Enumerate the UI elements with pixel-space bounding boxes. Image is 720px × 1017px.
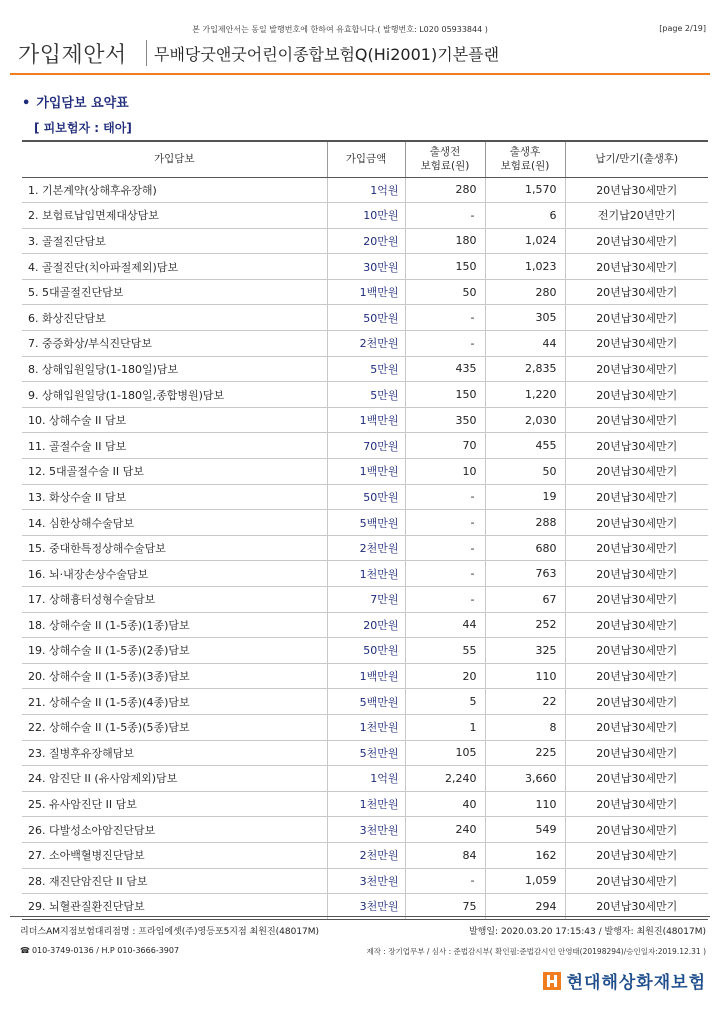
amount-cell: 1억원 (327, 177, 405, 203)
postnatal-premium-cell: 680 (485, 535, 565, 561)
amount-cell: 5만원 (327, 356, 405, 382)
section-title-text: 가입담보 요약표 (36, 96, 129, 111)
postnatal-premium-cell: 305 (485, 305, 565, 331)
prenatal-premium-cell: 5 (405, 689, 485, 715)
term-cell: 20년납30세만기 (565, 228, 708, 254)
prenatal-premium-cell: 150 (405, 254, 485, 280)
term-cell: 20년납30세만기 (565, 510, 708, 536)
prenatal-premium-cell: 1 (405, 714, 485, 740)
prenatal-premium-cell: - (405, 203, 485, 229)
table-row (22, 382, 708, 408)
coverage-name-cell: 6. 화상진단담보 (22, 305, 327, 331)
coverage-name-cell: 14. 심한상해수술담보 (22, 510, 327, 536)
page-number: [page 2/19] (659, 24, 706, 33)
table-row (22, 228, 708, 254)
amount-cell: 2천만원 (327, 842, 405, 868)
term-cell: 20년납30세만기 (565, 279, 708, 305)
table-row (22, 766, 708, 792)
prenatal-premium-cell: 20 (405, 663, 485, 689)
amount-cell: 50만원 (327, 638, 405, 664)
footer-divider (10, 916, 710, 917)
coverage-name-cell: 23. 질병후유장해담보 (22, 740, 327, 766)
header-prenatal-premium (405, 141, 485, 177)
term-cell: 20년납30세만기 (565, 766, 708, 792)
table-body (22, 177, 708, 919)
coverage-name-cell: 7. 중증화상/부식진단담보 (22, 331, 327, 357)
postnatal-premium-cell: 1,059 (485, 868, 565, 894)
postnatal-premium-cell: 455 (485, 433, 565, 459)
term-cell: 20년납30세만기 (565, 689, 708, 715)
coverage-name-cell: 9. 상해입원일당(1-180일,종합병원)담보 (22, 382, 327, 408)
coverage-name-cell: 29. 뇌혈관질환진단담보 (22, 894, 327, 920)
postnatal-premium-cell: 1,220 (485, 382, 565, 408)
postnatal-premium-cell: 110 (485, 791, 565, 817)
issue-info: 발행일: 2020.03.20 17:15:43 / 발행자: 최원진(48017M) (468, 927, 706, 937)
coverage-name-cell: 11. 골절수술 II 담보 (22, 433, 327, 459)
prenatal-premium-cell: 55 (405, 638, 485, 664)
table-header-row (22, 141, 708, 177)
term-cell: 20년납30세만기 (565, 407, 708, 433)
plan-name: 무배당굿앤굿어린이종합보험Q(Hi2001)기본플랜 (154, 45, 500, 64)
amount-cell: 2천만원 (327, 331, 405, 357)
postnatal-premium-cell: 1,570 (485, 177, 565, 203)
term-cell: 전기납20년만기 (565, 203, 708, 229)
amount-cell: 2천만원 (327, 535, 405, 561)
amount-cell: 30만원 (327, 254, 405, 280)
telephone-icon: ☎ (20, 946, 30, 955)
prenatal-premium-cell: 50 (405, 279, 485, 305)
term-cell: 20년납30세만기 (565, 868, 708, 894)
prenatal-premium-cell: - (405, 484, 485, 510)
term-cell: 20년납30세만기 (565, 561, 708, 587)
term-cell: 20년납30세만기 (565, 740, 708, 766)
bullet-icon: • (22, 96, 31, 111)
term-cell: 20년납30세만기 (565, 177, 708, 203)
term-cell: 20년납30세만기 (565, 433, 708, 459)
postnatal-premium-cell: 1,023 (485, 254, 565, 280)
prenatal-premium-cell: 350 (405, 407, 485, 433)
prenatal-premium-cell: 84 (405, 842, 485, 868)
postnatal-premium-cell: 67 (485, 587, 565, 613)
prenatal-premium-cell: 150 (405, 382, 485, 408)
coverage-name-cell: 4. 골절진단(치아파절제외)담보 (22, 254, 327, 280)
amount-cell: 7만원 (327, 587, 405, 613)
amount-cell: 20만원 (327, 612, 405, 638)
prenatal-premium-cell: 105 (405, 740, 485, 766)
coverage-name-cell: 16. 뇌·내장손상수술담보 (22, 561, 327, 587)
term-cell: 20년납30세만기 (565, 791, 708, 817)
coverage-name-cell: 18. 상해수술 II (1-5종)(1종)담보 (22, 612, 327, 638)
postnatal-premium-cell: 6 (485, 203, 565, 229)
table-row (22, 868, 708, 894)
coverage-summary-table (22, 140, 708, 920)
amount-cell: 5만원 (327, 382, 405, 408)
term-cell: 20년납30세만기 (565, 535, 708, 561)
validity-notice: 본 가입제안서는 동일 발행번호에 한하여 유효합니다.( 발행번호: L020 05933844 ) (192, 25, 488, 34)
coverage-name-cell: 26. 다발성소아암진단담보 (22, 817, 327, 843)
amount-cell: 1백만원 (327, 459, 405, 485)
coverage-name-cell: 10. 상해수술 II 담보 (22, 407, 327, 433)
postnatal-premium-cell: 549 (485, 817, 565, 843)
company-name: 현대해상화재보험 (566, 973, 706, 993)
prenatal-premium-cell: - (405, 561, 485, 587)
coverage-name-cell: 25. 유사암진단 II 담보 (22, 791, 327, 817)
amount-cell: 5백만원 (327, 510, 405, 536)
postnatal-premium-cell: 19 (485, 484, 565, 510)
term-cell: 20년납30세만기 (565, 356, 708, 382)
table-row (22, 561, 708, 587)
prenatal-premium-cell: 280 (405, 177, 485, 203)
term-cell: 20년납30세만기 (565, 894, 708, 920)
title-separator (146, 40, 147, 66)
table-row (22, 510, 708, 536)
postnatal-premium-cell: 8 (485, 714, 565, 740)
table-row (22, 433, 708, 459)
prenatal-premium-cell: - (405, 305, 485, 331)
amount-cell: 1백만원 (327, 663, 405, 689)
postnatal-premium-cell: 2,835 (485, 356, 565, 382)
table-row (22, 484, 708, 510)
header-divider (10, 73, 710, 75)
prenatal-premium-cell: 40 (405, 791, 485, 817)
table-row (22, 663, 708, 689)
amount-cell: 5천만원 (327, 740, 405, 766)
table-row (22, 817, 708, 843)
table-row (22, 842, 708, 868)
prenatal-premium-cell: 10 (405, 459, 485, 485)
coverage-name-cell: 20. 상해수술 II (1-5종)(3종)담보 (22, 663, 327, 689)
prenatal-premium-cell: - (405, 331, 485, 357)
postnatal-premium-cell: 44 (485, 331, 565, 357)
header-coverage: 가입담보 (22, 141, 327, 177)
coverage-name-cell: 17. 상해흉터성형수술담보 (22, 587, 327, 613)
table-row (22, 356, 708, 382)
postnatal-premium-cell: 1,024 (485, 228, 565, 254)
coverage-name-cell: 27. 소아백혈병진단담보 (22, 842, 327, 868)
coverage-name-cell: 12. 5대골절수술 II 담보 (22, 459, 327, 485)
postnatal-premium-cell: 280 (485, 279, 565, 305)
table-row (22, 587, 708, 613)
document-title: 가입제안서 (18, 43, 127, 68)
amount-cell: 70만원 (327, 433, 405, 459)
table-row (22, 459, 708, 485)
term-cell: 20년납30세만기 (565, 254, 708, 280)
amount-cell: 50만원 (327, 305, 405, 331)
postnatal-premium-cell: 225 (485, 740, 565, 766)
amount-cell: 3천만원 (327, 894, 405, 920)
coverage-name-cell: 24. 암진단 II (유사암제외)담보 (22, 766, 327, 792)
prenatal-premium-cell: - (405, 587, 485, 613)
postnatal-premium-cell: 50 (485, 459, 565, 485)
term-cell: 20년납30세만기 (565, 714, 708, 740)
prenatal-premium-cell: - (405, 535, 485, 561)
postnatal-premium-cell: 288 (485, 510, 565, 536)
coverage-name-cell: 19. 상해수술 II (1-5종)(2종)담보 (22, 638, 327, 664)
amount-cell: 1억원 (327, 766, 405, 792)
term-cell: 20년납30세만기 (565, 587, 708, 613)
table-row (22, 177, 708, 203)
section-title (22, 92, 129, 111)
table-row (22, 407, 708, 433)
phone-numbers: 010-3749-0136 / H.P 010-3666-3907 (31, 946, 180, 955)
header-postnatal-line2: 보험료(원) (500, 160, 550, 173)
postnatal-premium-cell: 110 (485, 663, 565, 689)
postnatal-premium-cell: 294 (485, 894, 565, 920)
term-cell: 20년납30세만기 (565, 484, 708, 510)
review-info: 제작 : 장기업무부 / 심사 : 준법감시부( 확인필:준법감시인 안영태(20198294)/승인일자:2019.12.31 ) (366, 947, 706, 956)
table-row (22, 331, 708, 357)
term-cell: 20년납30세만기 (565, 382, 708, 408)
coverage-name-cell: 2. 보험료납입면제대상담보 (22, 203, 327, 229)
table-row (22, 535, 708, 561)
header-amount: 가입금액 (327, 141, 405, 177)
table-row (22, 791, 708, 817)
prenatal-premium-cell: 435 (405, 356, 485, 382)
coverage-name-cell: 21. 상해수술 II (1-5종)(4종)담보 (22, 689, 327, 715)
h-logo-icon (543, 972, 561, 990)
header-postnatal-premium (485, 141, 565, 177)
postnatal-premium-cell: 763 (485, 561, 565, 587)
prenatal-premium-cell: - (405, 868, 485, 894)
amount-cell: 3천만원 (327, 817, 405, 843)
coverage-name-cell: 8. 상해입원일당(1-180일)담보 (22, 356, 327, 382)
phone-info (20, 946, 179, 955)
coverage-name-cell: 13. 화상수술 II 담보 (22, 484, 327, 510)
postnatal-premium-cell: 162 (485, 842, 565, 868)
prenatal-premium-cell: 44 (405, 612, 485, 638)
prenatal-premium-cell: 75 (405, 894, 485, 920)
table-row (22, 689, 708, 715)
header-prenatal-line1: 출생전 (429, 146, 461, 159)
header-postnatal-line1: 출생후 (509, 146, 541, 159)
amount-cell: 50만원 (327, 484, 405, 510)
term-cell: 20년납30세만기 (565, 459, 708, 485)
agency-info: 리더스AM지점보험대리점명 : 프라임에셋(주)영등포5지점 최원진(48017M) (20, 927, 320, 937)
table-row (22, 254, 708, 280)
prenatal-premium-cell: 180 (405, 228, 485, 254)
amount-cell: 1백만원 (327, 279, 405, 305)
prenatal-premium-cell: 2,240 (405, 766, 485, 792)
amount-cell: 5백만원 (327, 689, 405, 715)
amount-cell: 10만원 (327, 203, 405, 229)
postnatal-premium-cell: 252 (485, 612, 565, 638)
amount-cell: 1백만원 (327, 407, 405, 433)
coverage-name-cell: 15. 중대한특정상해수술담보 (22, 535, 327, 561)
amount-cell: 1천만원 (327, 714, 405, 740)
term-cell: 20년납30세만기 (565, 612, 708, 638)
coverage-name-cell: 5. 5대골절진단담보 (22, 279, 327, 305)
coverage-name-cell: 22. 상해수술 II (1-5종)(5종)담보 (22, 714, 327, 740)
prenatal-premium-cell: 240 (405, 817, 485, 843)
term-cell: 20년납30세만기 (565, 331, 708, 357)
header-term: 납기/만기(출생후) (565, 141, 708, 177)
postnatal-premium-cell: 3,660 (485, 766, 565, 792)
amount-cell: 1천만원 (327, 561, 405, 587)
header-prenatal-line2: 보험료(원) (420, 160, 470, 173)
table-row (22, 638, 708, 664)
table-row (22, 740, 708, 766)
insured-person-label: [ 피보험자 : 태아] (34, 121, 132, 135)
table-row (22, 714, 708, 740)
coverage-name-cell: 3. 골절진단담보 (22, 228, 327, 254)
amount-cell: 3천만원 (327, 868, 405, 894)
term-cell: 20년납30세만기 (565, 663, 708, 689)
amount-cell: 20만원 (327, 228, 405, 254)
postnatal-premium-cell: 22 (485, 689, 565, 715)
table-row (22, 203, 708, 229)
table-row (22, 305, 708, 331)
term-cell: 20년납30세만기 (565, 638, 708, 664)
term-cell: 20년납30세만기 (565, 842, 708, 868)
prenatal-premium-cell: 70 (405, 433, 485, 459)
amount-cell: 1천만원 (327, 791, 405, 817)
prenatal-premium-cell: - (405, 510, 485, 536)
term-cell: 20년납30세만기 (565, 817, 708, 843)
term-cell: 20년납30세만기 (565, 305, 708, 331)
coverage-name-cell: 28. 재진단암진단 II 담보 (22, 868, 327, 894)
coverage-name-cell: 1. 기본계약(상해후유장해) (22, 177, 327, 203)
postnatal-premium-cell: 325 (485, 638, 565, 664)
company-logo (543, 968, 706, 993)
postnatal-premium-cell: 2,030 (485, 407, 565, 433)
table-row (22, 612, 708, 638)
table-row (22, 279, 708, 305)
